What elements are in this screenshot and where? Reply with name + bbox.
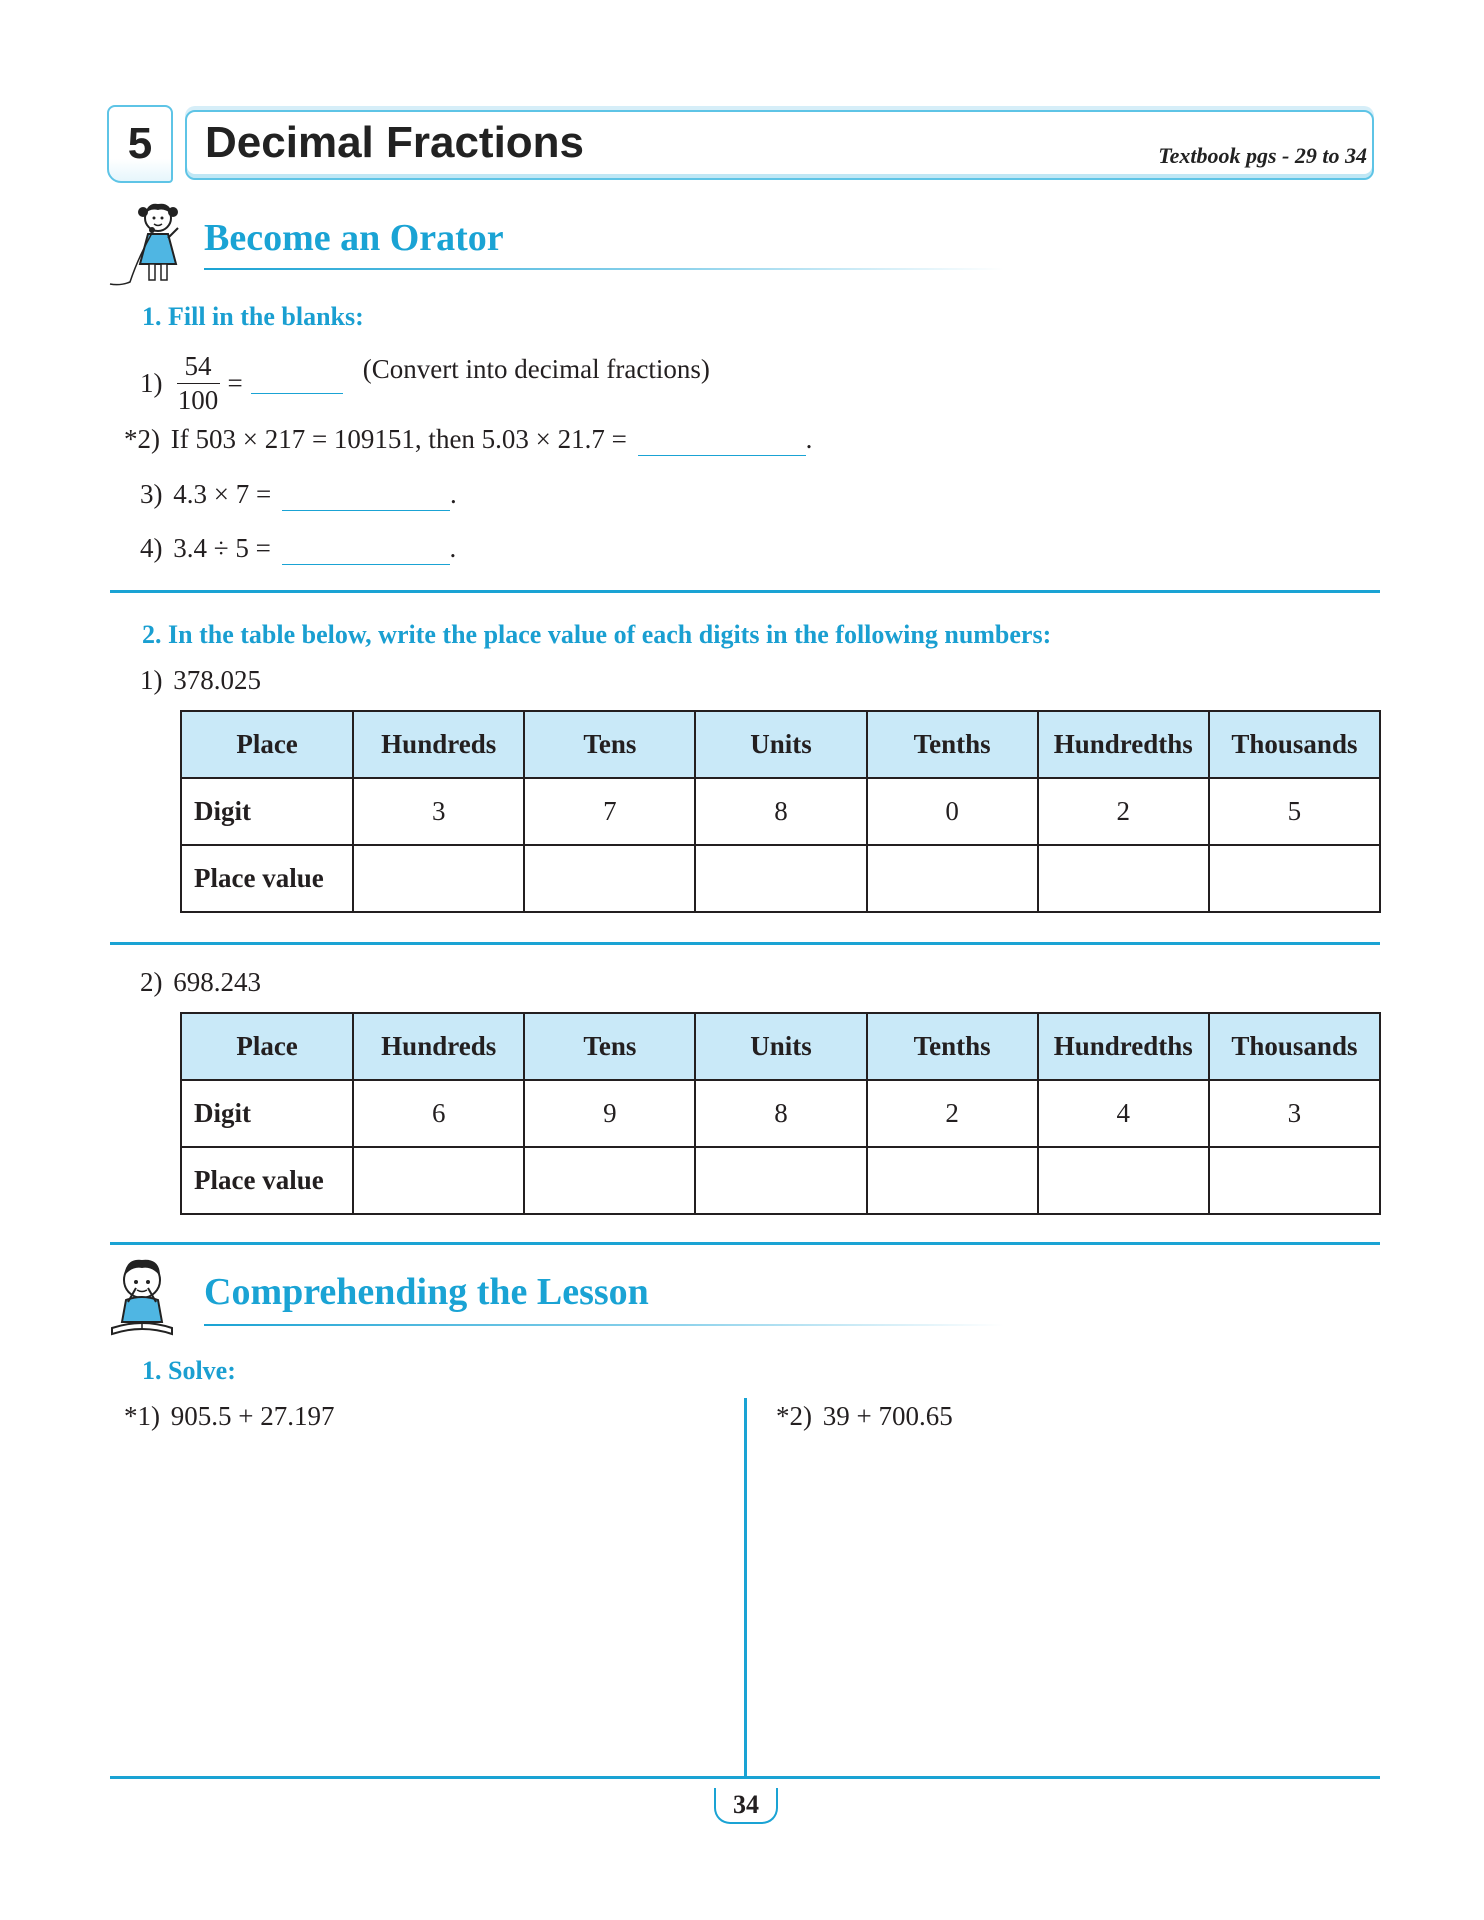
question-place-value-label: 2. In the table below, write the place value of each digits in the following numbers: — [142, 620, 1052, 649]
table-column-header: Thousands — [1209, 1013, 1380, 1080]
section-heading-rule — [204, 268, 1004, 270]
item-number: 4) — [140, 533, 163, 563]
table-cell-answer[interactable] — [1038, 845, 1209, 912]
table-cell-digit: 6 — [353, 1080, 524, 1147]
chapter-title: Decimal Fractions — [205, 118, 585, 167]
table-cell-digit: 9 — [524, 1080, 695, 1147]
table-column-header: Units — [695, 711, 866, 778]
table2-number-label — [140, 967, 261, 998]
table-cell-answer[interactable] — [353, 1147, 524, 1214]
section-heading-comprehending: Comprehending the Lesson — [204, 1271, 649, 1313]
question-fill-blanks-label: 1. Fill in the blanks: — [142, 302, 364, 331]
item-number: *2) — [124, 424, 160, 454]
table-cell-answer[interactable] — [1209, 1147, 1380, 1214]
fraction-numerator: 54 — [177, 350, 220, 384]
instruction-note: (Convert into decimal fractions) — [362, 353, 710, 384]
table-cell-digit: 3 — [1209, 1080, 1380, 1147]
fill-blank-item-2 — [124, 424, 812, 456]
item-end: . — [449, 533, 457, 563]
table-column-header: Tens — [524, 1013, 695, 1080]
table-row-label: Digit — [181, 778, 353, 845]
boy-reading-illustration-icon — [108, 1254, 176, 1342]
question-solve-label: 1. Solve: — [142, 1356, 236, 1385]
table-row-label: Digit — [181, 1080, 353, 1147]
table-cell-digit: 4 — [1038, 1080, 1209, 1147]
table-cell-answer[interactable] — [695, 845, 866, 912]
table-column-header: Tens — [524, 711, 695, 778]
item-number: *2) — [776, 1401, 812, 1431]
place-value-table-2 — [180, 1012, 1381, 1215]
fill-blank-item-4 — [140, 533, 456, 565]
solve-item-1 — [124, 1401, 334, 1432]
table-cell-digit: 2 — [867, 1080, 1038, 1147]
place-value-table-1 — [180, 710, 1381, 913]
table-cell-digit: 7 — [524, 778, 695, 845]
table-column-header: Hundreds — [353, 1013, 524, 1080]
table-column-header: Hundredths — [1038, 711, 1209, 778]
table-cell-answer[interactable] — [867, 1147, 1038, 1214]
section-heading-rule — [204, 1324, 1004, 1326]
section-divider — [110, 942, 1380, 945]
fill-blank-item-1 — [140, 350, 710, 416]
answer-blank[interactable] — [251, 393, 343, 394]
section-heading-orator: Become an Orator — [204, 217, 504, 259]
table-row-label: Place value — [181, 1147, 353, 1214]
column-divider — [744, 1398, 747, 1778]
table-cell-answer[interactable] — [353, 845, 524, 912]
table-column-header: Tenths — [867, 1013, 1038, 1080]
table-cell-answer[interactable] — [1209, 845, 1380, 912]
table-cell-digit: 5 — [1209, 778, 1380, 845]
table-cell-digit: 0 — [867, 778, 1038, 845]
table-cell-answer[interactable] — [1038, 1147, 1209, 1214]
section-divider — [110, 590, 1380, 593]
fill-blank-item-3 — [140, 479, 457, 511]
item-end: . — [805, 424, 813, 454]
table-cell-answer[interactable] — [524, 1147, 695, 1214]
table-row — [181, 1080, 1380, 1147]
table-row-label: Place — [181, 711, 353, 778]
table-cell-answer[interactable] — [524, 845, 695, 912]
item-text: 39 + 700.65 — [822, 1401, 953, 1431]
answer-blank[interactable] — [638, 424, 806, 456]
solve-item-2 — [776, 1401, 953, 1432]
answer-blank[interactable] — [282, 533, 450, 565]
section-divider — [110, 1242, 1380, 1245]
table-column-header: Thousands — [1209, 711, 1380, 778]
chapter-number: 5 — [107, 105, 173, 183]
table-column-header: Units — [695, 1013, 866, 1080]
table-cell-answer[interactable] — [695, 1147, 866, 1214]
table-cell-digit: 3 — [353, 778, 524, 845]
table-row — [181, 1147, 1380, 1214]
number-value: 698.243 — [173, 967, 261, 997]
table-header-row — [181, 1013, 1380, 1080]
item-number: 1) — [140, 665, 163, 695]
item-number: 1) — [140, 367, 163, 398]
item-text: 4.3 × 7 = — [173, 479, 272, 509]
fraction-denominator: 100 — [177, 385, 219, 415]
item-text: 3.4 ÷ 5 = — [173, 533, 271, 563]
item-number: 3) — [140, 479, 163, 509]
table-column-header: Hundreds — [353, 711, 524, 778]
table-row — [181, 778, 1380, 845]
item-number: *1) — [124, 1401, 160, 1431]
page-number: 34 — [714, 1788, 778, 1824]
girl-speaking-illustration-icon — [108, 198, 188, 290]
table-cell-answer[interactable] — [867, 845, 1038, 912]
table-column-header: Hundredths — [1038, 1013, 1209, 1080]
table-cell-digit: 2 — [1038, 778, 1209, 845]
table-cell-digit: 8 — [695, 778, 866, 845]
fraction — [177, 350, 220, 416]
table1-number-label — [140, 665, 261, 696]
item-end: . — [449, 479, 457, 509]
footer-rule — [110, 1776, 1380, 1779]
equals-sign: = — [227, 367, 243, 398]
item-number: 2) — [140, 967, 163, 997]
item-text: If 503 × 217 = 109151, then 5.03 × 21.7 = — [170, 424, 627, 454]
number-value: 378.025 — [173, 665, 261, 695]
table-row-label: Place value — [181, 845, 353, 912]
table-header-row — [181, 711, 1380, 778]
textbook-reference: Textbook pgs - 29 to 34 — [1158, 143, 1367, 168]
table-row — [181, 845, 1380, 912]
answer-blank[interactable] — [282, 479, 450, 511]
table-column-header: Tenths — [867, 711, 1038, 778]
item-text: 905.5 + 27.197 — [170, 1401, 335, 1431]
table-row-label: Place — [181, 1013, 353, 1080]
table-cell-digit: 8 — [695, 1080, 866, 1147]
